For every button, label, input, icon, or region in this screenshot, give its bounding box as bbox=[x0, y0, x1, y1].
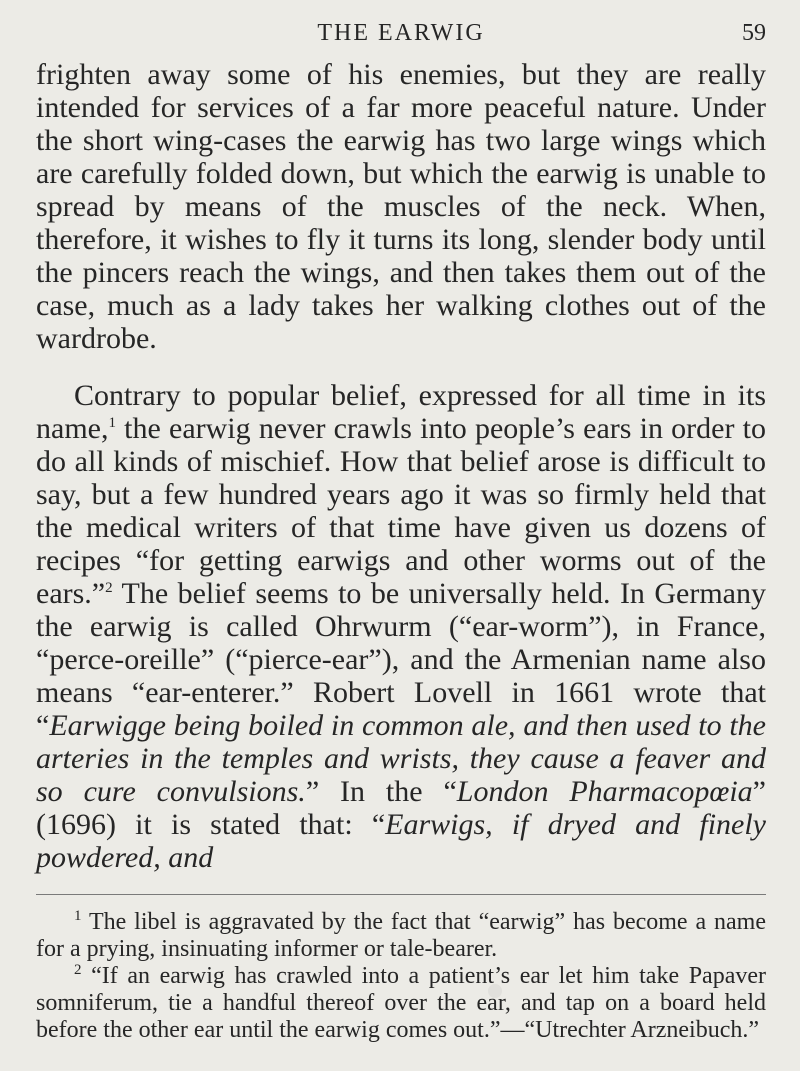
footnote-2-reference: 2 bbox=[105, 580, 113, 596]
running-head bbox=[36, 20, 766, 48]
footnote-1-text: The libel is aggravated by the fact that “earwig” has become a name for a prying, insinuating informer or tale-bearer. bbox=[36, 909, 766, 962]
paragraph-2-part-b: the earwig never crawls into people’s ears in order to do all kinds of mischief. How that belief arose is difficult to say, but a few hundred years ago it was so firmly held that the medical writers of that time have given us dozens of recipes “for getting earwigs and other worms out of the ears.” bbox=[36, 412, 766, 610]
paragraph-2-part-c: The belief seems to be universally held. In Germany the earwig is called Ohrwurm (“ear-worm”), in France, “perce-oreille” (“pierce-ear”), and the Armenian name also means “ear-enterer.” Robert Lovell in 1661 wrote that “ bbox=[36, 577, 766, 742]
running-title: THE EARWIG bbox=[317, 20, 485, 46]
footnote-1 bbox=[36, 909, 766, 963]
footnote-2-marker: 2 bbox=[74, 962, 82, 978]
body-text bbox=[36, 58, 766, 874]
paragraph-1 bbox=[36, 58, 766, 355]
footnote-1-marker: 1 bbox=[74, 908, 82, 924]
footnotes bbox=[36, 909, 766, 1044]
paragraph-2-part-e: ” (1696) it is stated that: “ bbox=[36, 775, 766, 841]
footnote-2-text: “If an earwig has crawled into a patient’s ear let him take Papaver somniferum, tie a handful thereof over the ear, and tap on a board held before the other ear until the earwig comes out.”—“Utrechter Arzneibuch.” bbox=[36, 963, 766, 1043]
paper-smudge bbox=[488, 984, 502, 998]
paragraph-2-part-a: Contrary to popular belief, expressed for all time in its name, bbox=[36, 379, 766, 445]
page-number: 59 bbox=[742, 20, 766, 46]
footnote-divider bbox=[36, 894, 766, 895]
footnote-1-reference: 1 bbox=[108, 415, 116, 431]
pharmacopoeia-title: London Pharmacopœia bbox=[456, 775, 753, 808]
paragraph-1-text: frighten away some of his enemies, but they are really intended for services of a far more peaceful nature. Under the short wing-cases the earwig has two large wings which are carefully folded down, but which the earwig is unable to spread by means of the muscles of the neck. When, therefore, it wishes to fly it turns its long, slender body until the pincers reach the wings, and then takes them out of the case, much as a lady takes her walking clothes out of the wardrobe. bbox=[36, 58, 766, 355]
paragraph-2-part-d: ” In the “ bbox=[305, 775, 457, 808]
paragraph-2 bbox=[36, 379, 766, 874]
lovell-quotation: Earwigge being boiled in common ale, and then used to the arteries in the temples and wrists, they cause a feaver and so cure convulsions. bbox=[36, 709, 766, 808]
pharmacopoeia-quotation: Earwigs, if dryed and finely powdered, and bbox=[36, 808, 766, 874]
footnote-2 bbox=[36, 963, 766, 1044]
